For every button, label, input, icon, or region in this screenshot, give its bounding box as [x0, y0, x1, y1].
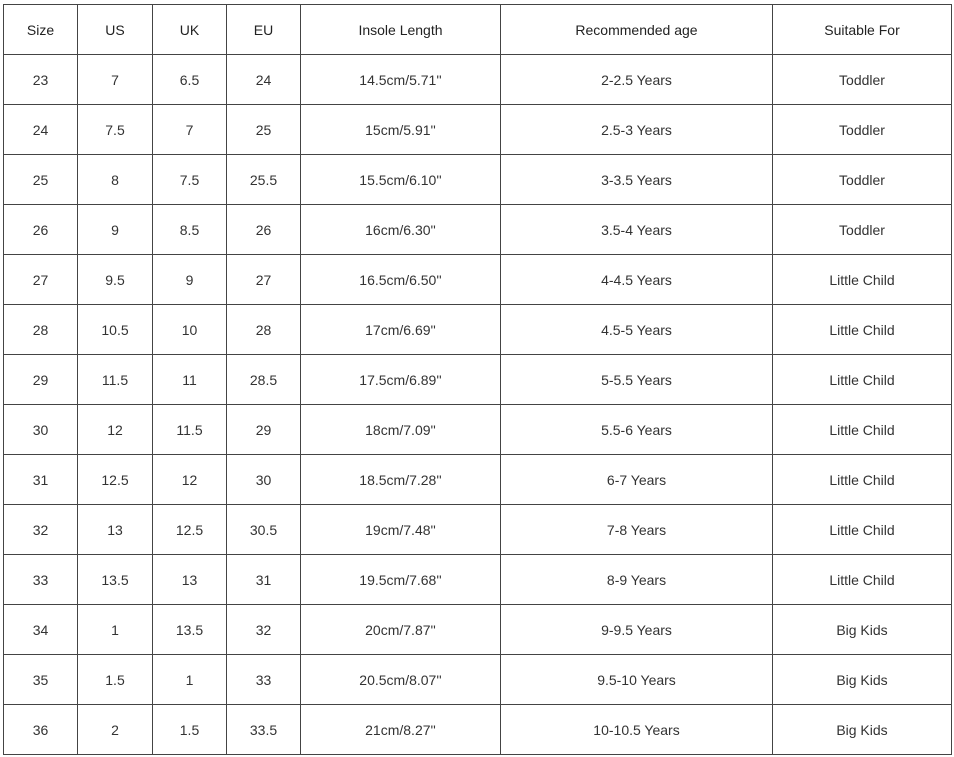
cell-uk: 9 — [153, 255, 227, 305]
cell-size: 35 — [4, 655, 78, 705]
cell-size: 29 — [4, 355, 78, 405]
cell-size: 25 — [4, 155, 78, 205]
cell-insole-length: 19.5cm/7.68'' — [301, 555, 501, 605]
cell-eu: 24 — [227, 55, 301, 105]
cell-eu: 27 — [227, 255, 301, 305]
cell-us: 1.5 — [78, 655, 153, 705]
table-body — [4, 55, 952, 755]
cell-us: 1 — [78, 605, 153, 655]
cell-recommended-age: 3.5-4 Years — [501, 205, 773, 255]
cell-size: 30 — [4, 405, 78, 455]
cell-suitable-for: Big Kids — [773, 605, 952, 655]
cell-recommended-age: 9.5-10 Years — [501, 655, 773, 705]
cell-insole-length: 15.5cm/6.10'' — [301, 155, 501, 205]
cell-recommended-age: 8-9 Years — [501, 555, 773, 605]
cell-size: 23 — [4, 55, 78, 105]
cell-suitable-for: Toddler — [773, 55, 952, 105]
cell-us: 9.5 — [78, 255, 153, 305]
cell-uk: 12.5 — [153, 505, 227, 555]
cell-uk: 6.5 — [153, 55, 227, 105]
cell-us: 2 — [78, 705, 153, 755]
header-eu: EU — [227, 5, 301, 55]
cell-suitable-for: Big Kids — [773, 705, 952, 755]
cell-insole-length: 19cm/7.48'' — [301, 505, 501, 555]
cell-us: 7.5 — [78, 105, 153, 155]
cell-insole-length: 15cm/5.91'' — [301, 105, 501, 155]
cell-recommended-age: 6-7 Years — [501, 455, 773, 505]
cell-eu: 30 — [227, 455, 301, 505]
cell-insole-length: 16.5cm/6.50'' — [301, 255, 501, 305]
cell-us: 8 — [78, 155, 153, 205]
cell-us: 10.5 — [78, 305, 153, 355]
cell-insole-length: 20.5cm/8.07'' — [301, 655, 501, 705]
table-row — [4, 705, 952, 755]
cell-us: 12 — [78, 405, 153, 455]
cell-uk: 1 — [153, 655, 227, 705]
cell-recommended-age: 7-8 Years — [501, 505, 773, 555]
cell-insole-length: 18.5cm/7.28'' — [301, 455, 501, 505]
table-row — [4, 505, 952, 555]
table-row — [4, 455, 952, 505]
cell-eu: 25.5 — [227, 155, 301, 205]
cell-recommended-age: 2.5-3 Years — [501, 105, 773, 155]
cell-suitable-for: Toddler — [773, 155, 952, 205]
header-insole-length: Insole Length — [301, 5, 501, 55]
table-row — [4, 405, 952, 455]
cell-uk: 7.5 — [153, 155, 227, 205]
cell-uk: 8.5 — [153, 205, 227, 255]
cell-insole-length: 17.5cm/6.89'' — [301, 355, 501, 405]
table-row — [4, 655, 952, 705]
table-row — [4, 605, 952, 655]
cell-size: 31 — [4, 455, 78, 505]
header-uk: UK — [153, 5, 227, 55]
cell-eu: 25 — [227, 105, 301, 155]
cell-recommended-age: 5.5-6 Years — [501, 405, 773, 455]
cell-suitable-for: Toddler — [773, 205, 952, 255]
cell-us: 11.5 — [78, 355, 153, 405]
cell-uk: 10 — [153, 305, 227, 355]
cell-us: 7 — [78, 55, 153, 105]
table-row — [4, 55, 952, 105]
header-us: US — [78, 5, 153, 55]
cell-us: 12.5 — [78, 455, 153, 505]
table-row — [4, 155, 952, 205]
cell-recommended-age: 2-2.5 Years — [501, 55, 773, 105]
cell-uk: 13 — [153, 555, 227, 605]
cell-recommended-age: 4-4.5 Years — [501, 255, 773, 305]
cell-size: 33 — [4, 555, 78, 605]
cell-uk: 11 — [153, 355, 227, 405]
cell-recommended-age: 9-9.5 Years — [501, 605, 773, 655]
cell-insole-length: 14.5cm/5.71'' — [301, 55, 501, 105]
cell-recommended-age: 10-10.5 Years — [501, 705, 773, 755]
cell-suitable-for: Little Child — [773, 455, 952, 505]
header-recommended-age: Recommended age — [501, 5, 773, 55]
table-row — [4, 205, 952, 255]
table-header — [4, 5, 952, 55]
cell-insole-length: 20cm/7.87'' — [301, 605, 501, 655]
cell-size: 36 — [4, 705, 78, 755]
cell-suitable-for: Toddler — [773, 105, 952, 155]
cell-recommended-age: 5-5.5 Years — [501, 355, 773, 405]
cell-eu: 26 — [227, 205, 301, 255]
cell-eu: 33 — [227, 655, 301, 705]
cell-us: 13.5 — [78, 555, 153, 605]
cell-insole-length: 16cm/6.30'' — [301, 205, 501, 255]
cell-suitable-for: Little Child — [773, 305, 952, 355]
cell-eu: 32 — [227, 605, 301, 655]
table-row — [4, 255, 952, 305]
cell-eu: 31 — [227, 555, 301, 605]
cell-us: 13 — [78, 505, 153, 555]
cell-uk: 13.5 — [153, 605, 227, 655]
cell-uk: 7 — [153, 105, 227, 155]
cell-uk: 11.5 — [153, 405, 227, 455]
table-row — [4, 555, 952, 605]
cell-recommended-age: 3-3.5 Years — [501, 155, 773, 205]
cell-eu: 30.5 — [227, 505, 301, 555]
cell-insole-length: 17cm/6.69'' — [301, 305, 501, 355]
cell-eu: 33.5 — [227, 705, 301, 755]
cell-size: 27 — [4, 255, 78, 305]
cell-recommended-age: 4.5-5 Years — [501, 305, 773, 355]
cell-suitable-for: Little Child — [773, 555, 952, 605]
cell-uk: 1.5 — [153, 705, 227, 755]
table-row — [4, 105, 952, 155]
cell-suitable-for: Little Child — [773, 255, 952, 305]
cell-size: 34 — [4, 605, 78, 655]
cell-suitable-for: Little Child — [773, 355, 952, 405]
cell-size: 24 — [4, 105, 78, 155]
cell-size: 26 — [4, 205, 78, 255]
cell-size: 32 — [4, 505, 78, 555]
header-suitable-for: Suitable For — [773, 5, 952, 55]
table-row — [4, 305, 952, 355]
cell-eu: 28 — [227, 305, 301, 355]
size-chart-table — [3, 4, 952, 755]
cell-insole-length: 18cm/7.09'' — [301, 405, 501, 455]
cell-suitable-for: Little Child — [773, 405, 952, 455]
header-row — [4, 5, 952, 55]
cell-us: 9 — [78, 205, 153, 255]
cell-insole-length: 21cm/8.27'' — [301, 705, 501, 755]
cell-uk: 12 — [153, 455, 227, 505]
cell-suitable-for: Little Child — [773, 505, 952, 555]
cell-eu: 28.5 — [227, 355, 301, 405]
header-size: Size — [4, 5, 78, 55]
cell-size: 28 — [4, 305, 78, 355]
table-row — [4, 355, 952, 405]
cell-suitable-for: Big Kids — [773, 655, 952, 705]
cell-eu: 29 — [227, 405, 301, 455]
